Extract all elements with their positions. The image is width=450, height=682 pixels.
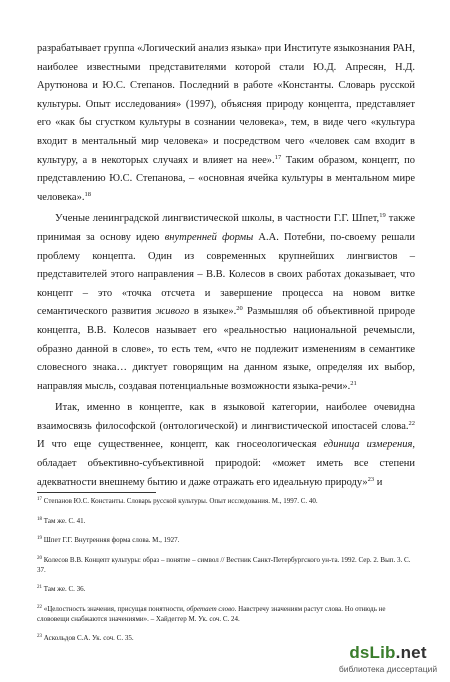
text-run: Там же. С. 41. [43,516,86,525]
footnote-ref: 22 [408,419,415,427]
text-run: «Целостность значения, присущая понятности, [43,604,187,613]
text-run: И что еще существеннее, концепт, как гносеологическая [37,439,324,451]
footnote-number: 20 [37,555,42,561]
footnote-number: 22 [37,604,42,610]
italic-text: обретает слово [186,604,235,613]
watermark-logo[interactable] [332,643,444,674]
body-paragraph [37,399,415,492]
text-run: разрабатывает группа «Логический анализ языка» при Институте языкознания РАН, наиболее известными представителями которой стали Ю.Д. Апресян, Н.Д. Арутюнова и Ю.С. Степанов. Последний в работе «Константы. Словарь русской культуры. Опыт исследования» (1997), объясняя природу концепта, представляет его «как бы сгустком культуры в сознании человека», тем, в виде чего «культура входит в ментальный мир человека» и посредством чего «человек сам входит в культуру, а в некоторых случаях и влияет на нее». [37,43,415,166]
italic-text: внутренней формы [164,231,254,243]
footnote [37,633,417,643]
footnote-number: 17 [37,497,42,502]
watermark-tagline: библиотека диссертаций [338,664,438,674]
watermark-brand [332,643,444,663]
text-run: Размышляя об объективной природе концепта, В.В. Колесов называет его «реальностью национальной речемысли, образно данной в слове», то есть тем, «что не подлежит изменениям в семантике словесного знака… диктует говорящим на данном языке, определяя их выбор, направляя мысль, создавая потенциальные возможности языка-речи». [37,306,415,392]
watermark-brand-name: dsLib [349,643,396,662]
footnote-number: 23 [37,634,42,639]
body-paragraph [37,40,415,207]
body-paragraph [37,210,415,396]
footnote-ref: 19 [379,212,386,220]
text-run: Аскольдов С.А. Ук. соч. С. 35. [43,634,134,642]
body-text [37,40,415,492]
footnote-ref: 20 [236,305,243,313]
footnote [37,555,417,575]
footnote [37,535,417,545]
watermark-brand-tld: .net [395,643,427,662]
footnote-number: 18 [37,516,42,522]
footnote-number: 19 [37,536,42,541]
footnote [37,604,417,624]
text-run: А.А. Потебни, по-своему решали проблему концепта. Один из современных крупнейших лингвистов – представителей этого направления – В.В. Колесов в своих работах доказывает, что концепт – это «точка отсчета и завершение процесса на новом витке семантического развития [37,231,415,318]
footnote-ref: 23 [367,475,375,483]
text-run: Степанов Ю.С. Константы. Словарь русской культуры. Опыт исследования. М., 1997. С. 40. [43,497,318,505]
text-run: , обладает объективно-субъективной природой: «может иметь все степени адекватности внешнему бытию и даже отражать его идеальную природу» [37,439,415,488]
footnote-separator [37,492,156,493]
text-run: Колесов В.В. Концепт культуры: образ – понятие – символ // Вестник Санкт-Петербургского ун-та. 1992. Сер. 2. Вып. 3. С. 37. [37,555,411,574]
footnote-ref: 21 [350,379,357,387]
text-run: в языке». [189,306,237,318]
italic-text: единица измерения [323,439,413,451]
text-run: Таким образом, концепт, по представлению Ю.С. Степанова, – «основная ячейка культуры в ментальном мире человека». [37,154,416,203]
footnote [37,496,417,506]
text-run: . Навстречу значениям растут слова. Но отнюдь не слововещи снабжаются значениями». – Хайдеггер М. Ук. соч. С. 24. [37,604,386,623]
footnotes [37,496,417,653]
footnote [37,584,417,594]
text-run: Шпет Г.Г. Внутренняя форма слова. М., 1927. [43,536,180,544]
footnote-ref: 18 [84,190,91,198]
footnote-number: 21 [37,585,42,590]
text-run: Ученые ленинградской лингвистической школы, в частности Г.Г. Шпет, [55,213,380,225]
text-run: и [374,476,383,488]
footnote-ref: 17 [274,153,282,161]
text-run: Итак, именно в концепте, как в языковой категории, наиболее очевидна взаимосвязь философской (онтологической) и лингвистической ипостасей слова. [37,402,415,432]
footnote [37,516,417,526]
text-run: Там же. С. 36. [43,585,86,593]
italic-text: живого [155,306,190,318]
text-run: также принимая за основу идею [37,213,415,243]
